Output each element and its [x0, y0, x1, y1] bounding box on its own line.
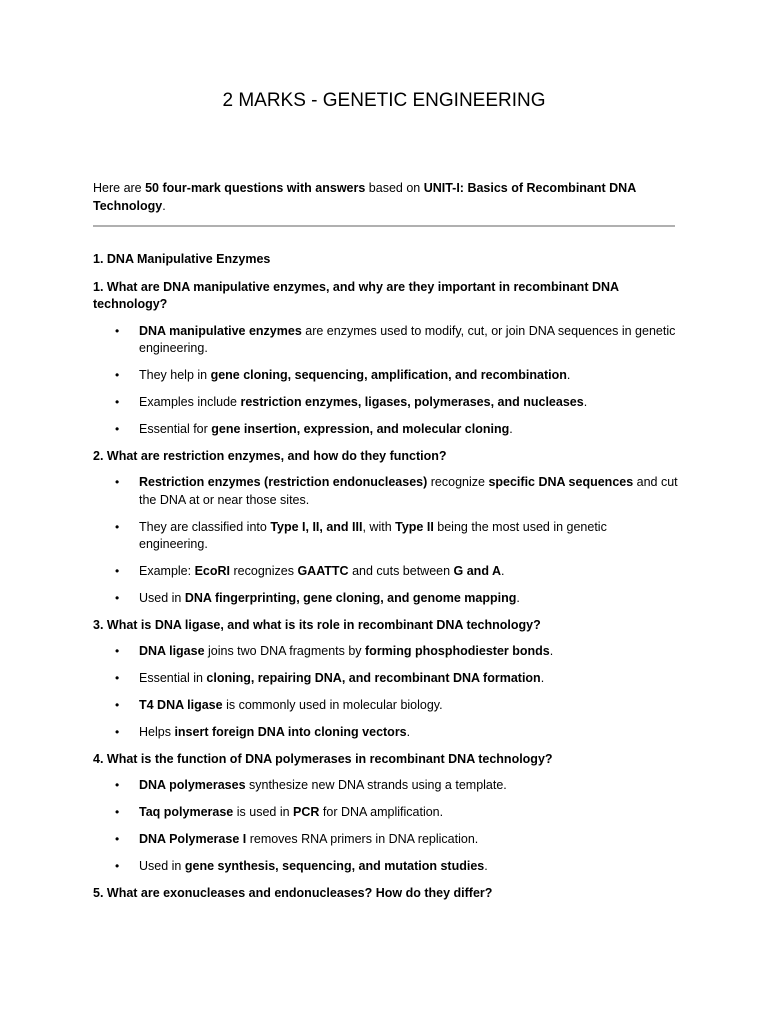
answer-emphasis: Type II	[395, 519, 434, 534]
answer-item	[93, 858, 678, 876]
question-heading: 4. What is the function of DNA polymerases in recombinant DNA technology?	[93, 751, 553, 766]
intro-text: Here are	[93, 181, 146, 195]
answer-text: is commonly used in molecular biology.	[222, 698, 443, 712]
bullet-icon: •	[115, 725, 120, 739]
answer-text: recognizes	[230, 564, 298, 578]
answer-emphasis: Restriction enzymes (restriction endonucleases)	[139, 475, 428, 489]
answer-text: .	[501, 564, 505, 578]
answer-emphasis: T4 DNA ligase	[139, 698, 223, 712]
answer-emphasis: DNA Polymerase I	[139, 832, 247, 846]
answer-text: removes RNA primers in DNA replication.	[246, 832, 479, 846]
answer-text: .	[484, 859, 488, 873]
answer-item	[93, 724, 678, 742]
bullet-icon: •	[115, 591, 120, 605]
answer-emphasis: EcoRI	[194, 564, 231, 578]
answer-item	[93, 367, 678, 385]
answer-text: recognize	[427, 475, 489, 489]
document-title: 2 MARKS - GENETIC ENGINEERING	[222, 90, 546, 111]
bullet-icon: •	[115, 859, 120, 873]
bullet-icon: •	[115, 323, 120, 338]
answer-emphasis: DNA fingerprinting, gene cloning, and genome mapping	[184, 591, 517, 605]
answer-emphasis: G and A	[453, 564, 501, 578]
answer-emphasis: Taq polymerase	[139, 805, 234, 819]
intro-text: based on	[365, 181, 424, 195]
bullet-icon: •	[115, 395, 120, 409]
answer-text: .	[566, 368, 571, 382]
answer-emphasis: specific DNA sequences	[488, 475, 634, 489]
answer-item	[93, 563, 678, 581]
section-heading: 1. DNA Manipulative Enzymes	[93, 252, 271, 266]
answer-text: synthesize new DNA strands using a template.	[245, 778, 507, 792]
answer-emphasis: Type I, II, and III	[270, 519, 363, 534]
bullet-icon: •	[115, 671, 120, 685]
answer-text: and cut the DNA at or near those sites.	[139, 475, 678, 507]
answer-list	[93, 474, 678, 608]
answer-emphasis: DNA polymerases	[139, 778, 246, 792]
intro-paragraph	[93, 179, 678, 215]
answer-text: Used in	[139, 591, 185, 605]
answer-text: Used in	[139, 859, 185, 873]
answer-emphasis: gene insertion, expression, and molecular cloning	[211, 422, 510, 436]
answer-text: , with	[362, 519, 396, 534]
bullet-icon: •	[115, 698, 120, 712]
answer-list	[93, 777, 678, 876]
answer-text: are enzymes used to modify, cut, or join DNA sequences in genetic engineering.	[139, 323, 676, 355]
answer-text: .	[540, 671, 545, 685]
answer-item	[93, 643, 678, 661]
bullet-icon: •	[115, 778, 120, 792]
answer-item	[93, 474, 678, 509]
answer-emphasis: restriction enzymes, ligases, polymerases, and nucleases	[240, 395, 584, 409]
bullet-icon: •	[115, 832, 120, 846]
answer-text: Examples include	[139, 395, 241, 409]
answer-item	[93, 670, 678, 688]
intro-emphasis: 50 four-mark questions with answers	[145, 181, 366, 195]
bullet-icon: •	[115, 368, 120, 382]
answer-text: They help in	[139, 368, 211, 382]
answer-text: .	[549, 644, 554, 658]
bullet-icon: •	[115, 422, 120, 436]
answer-text: .	[516, 591, 520, 605]
intro-text: .	[162, 199, 166, 213]
answer-list	[93, 323, 678, 439]
answer-item	[93, 394, 678, 412]
answer-text: is used in	[233, 805, 294, 819]
answer-text: Essential for	[139, 422, 212, 436]
bullet-icon: •	[115, 475, 120, 489]
answer-item	[93, 697, 678, 715]
answer-emphasis: gene synthesis, sequencing, and mutation studies	[184, 859, 485, 873]
answer-emphasis: insert foreign DNA into cloning vectors	[174, 725, 407, 739]
answer-item	[93, 590, 678, 608]
answer-emphasis: DNA manipulative enzymes	[139, 323, 302, 338]
bullet-icon: •	[115, 564, 120, 578]
bullet-icon: •	[115, 519, 120, 534]
answer-emphasis: forming phosphodiester bonds	[365, 644, 550, 658]
question-heading: 3. What is DNA ligase, and what is its role in recombinant DNA technology?	[93, 617, 541, 632]
answer-item	[93, 323, 678, 358]
answer-item	[93, 831, 678, 849]
answer-list	[93, 643, 678, 742]
answer-text: Example:	[139, 564, 195, 578]
answer-item	[93, 421, 678, 439]
answer-text: Helps	[139, 725, 175, 739]
answer-text: .	[406, 725, 411, 739]
question-heading: 1. What are DNA manipulative enzymes, and why are they important in recombinant DNA technology?	[93, 279, 619, 311]
answer-text: being the most used in genetic engineering.	[139, 519, 607, 551]
answer-emphasis: cloning, repairing DNA, and recombinant DNA formation	[206, 671, 541, 685]
answer-emphasis: DNA ligase	[139, 644, 205, 658]
question-heading: 2. What are restriction enzymes, and how do they function?	[93, 448, 447, 463]
answer-item	[93, 777, 678, 795]
intro-emphasis: UNIT-I: Basics of Recombinant DNA Technology	[93, 181, 636, 213]
horizontal-divider	[93, 225, 675, 227]
bullet-icon: •	[115, 644, 120, 658]
answer-text: for DNA amplification.	[319, 805, 444, 819]
answer-item	[93, 804, 678, 822]
answer-text: joins two DNA fragments by	[204, 644, 366, 658]
answer-text: and cuts between	[348, 564, 454, 578]
answer-text: Essential in	[139, 671, 207, 685]
answer-text: They are classified into	[139, 519, 271, 534]
answer-item	[93, 519, 678, 554]
bullet-icon: •	[115, 805, 120, 819]
answer-text: .	[509, 422, 513, 436]
document-body	[93, 251, 678, 911]
answer-emphasis: gene cloning, sequencing, amplification, and recombination	[210, 368, 567, 382]
answer-emphasis: PCR	[293, 805, 320, 819]
answer-text: .	[583, 395, 588, 409]
answer-emphasis: GAATTC	[297, 564, 349, 578]
question-heading: 5. What are exonucleases and endonucleases? How do they differ?	[93, 885, 493, 900]
